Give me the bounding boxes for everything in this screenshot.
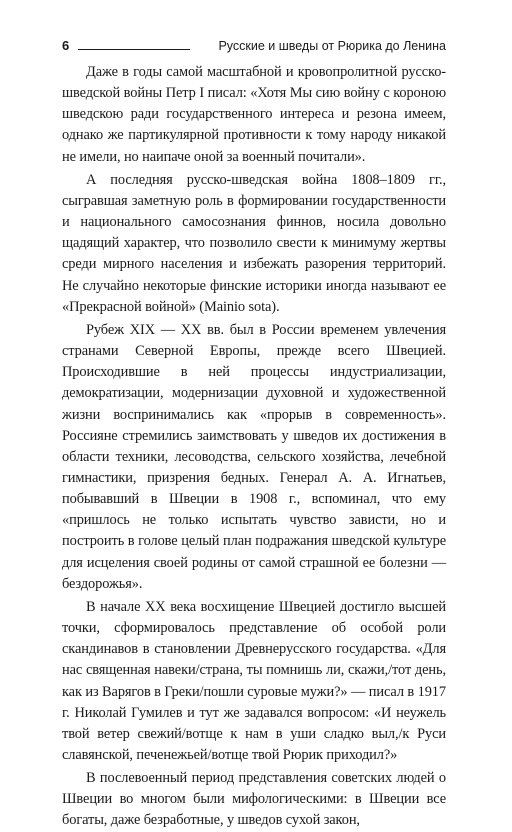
running-head [62, 38, 446, 54]
paragraph: В послевоенный период представления советских людей о Швеции во многом были мифологическими: в Швеции все богаты, даже безработные, у шведов сухой закон, [62, 770, 446, 829]
paragraph: В начале XX века восхищение Швецией достигло высшей точки, сформировалось представление об особой роли скандинавов в становлении Древнерусского государства. «Для нас священная навеки/страна, ты помнишь ли, скажи,/тот день, как из Варягов в Греки/пошли суровые мужи?» — писал в 1917 г. Николай Гумилев и тут же задавался вопросом: «И неужель твой ветер свежий/вотще к нам в уши сладко выл,/к Руси славянской, печенежьей/вотще твой Рюрик приходил?» [62, 598, 446, 763]
book-title: Русские и шведы от Рюрика до Ленина [218, 39, 446, 53]
paragraph: Рубеж XIX — XX вв. был в России временем увлечения странами Северной Европы, прежде всего Швецией. Происходившие в ней процессы индустриализации, демократизации, модернизации духовной и художественной жизни воспринимались как «прорыв в современность». Россияне стремились заимствовать у шведов их достижения в области техники, лесоводства, сельского хозяйства, лечебной гимнастики, призрения бедных. Генерал А. А. Игнатьев, побывавший в Швеции в 1908 г., вспоминал, что ему «пришлось не только испытать чувство зависти, но и построить в голове целый план подражания шведской культуре для исцеления своей родины от самой страшной ее болезни — бездорожья». [62, 321, 446, 592]
header-rule [78, 49, 190, 50]
page-number: 6 [62, 38, 70, 53]
paragraph: Даже в годы самой масштабной и кровопролитной русско-шведской войны Петр I писал: «Хотя Мы сию войну с короною шведскою ради государственного интереса и резона имеем, однако же партикулярной противности к тому народу никакой не имели, но наипаче оной за военный почитали». [62, 64, 446, 165]
paragraph: А последняя русско-шведская война 1808–1809 гг., сыгравшая заметную роль в формировании государственности и национального самосознания финнов, носила довольно щадящий характер, что позволило свести к минимуму жертвы среди мирного населения и избежать разорения территорий. Не случайно некоторые финские историки иногда называют ее «Прекрасной войной» (Mainio sota). [62, 171, 446, 315]
body-text [62, 62, 446, 832]
